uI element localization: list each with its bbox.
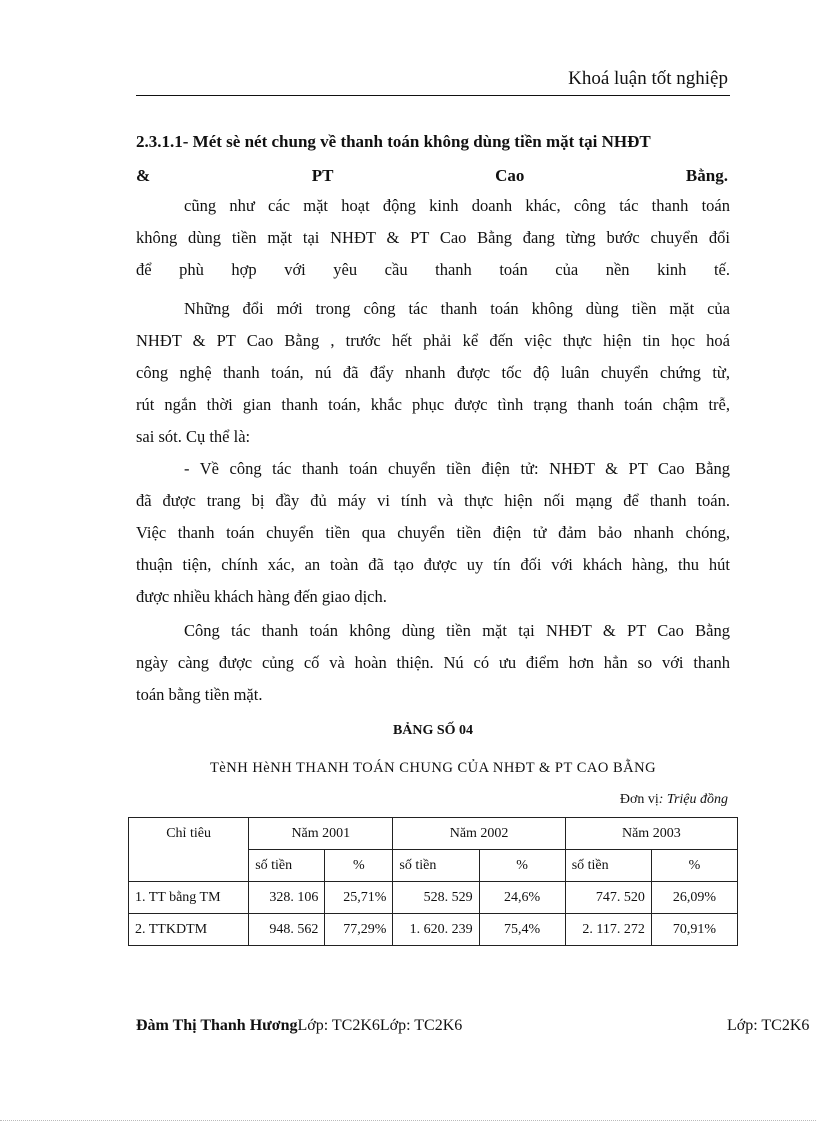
paragraph-2	[136, 293, 730, 453]
section-heading	[136, 125, 730, 193]
paragraph-line: để phù hợp với yêu cầu thanh toán của nền kinh tế.	[136, 260, 730, 279]
paragraph-line: - Về công tác thanh toán chuyển tiền điện tử: NHĐT & PT Cao Bằng	[184, 459, 730, 478]
table-header-cell: Năm 2001	[249, 818, 393, 850]
paragraph-line: NHĐT & PT Cao Bằng , trước hết phải kể đến việc thực hiện tin học hoá	[136, 331, 730, 350]
table-header-cell: số tiền	[393, 850, 479, 882]
footer-class-right: Lớp: TC2K6	[727, 1017, 810, 1034]
table-row	[129, 914, 738, 946]
table-header-cell: Năm 2002	[393, 818, 565, 850]
table-header-cell: Chỉ tiêu	[129, 818, 249, 882]
author-name: Đàm Thị Thanh Hương	[136, 1017, 298, 1034]
table-cell: 948. 562	[249, 914, 325, 946]
table-title: TèNH HèNH THANH TOÁN CHUNG CỦA NHĐT & PT CAO BẰNG	[209, 760, 657, 776]
heading-word: PT	[311, 166, 334, 185]
paragraph-4	[136, 615, 730, 711]
header-rule	[136, 95, 730, 96]
author-class: Lớp: TC2K6Lớp: TC2K6	[297, 1017, 463, 1034]
table-cell: 328. 106	[249, 882, 325, 914]
paragraph-line: không dùng tiền mặt tại NHĐT & PT Cao Bằng đang từng bước chuyển đổi	[136, 228, 730, 247]
table-cell: 528. 529	[393, 882, 479, 914]
table-header-cell: %	[479, 850, 565, 882]
unit-value: : Triệu đồng	[658, 792, 728, 807]
table-cell: 747. 520	[565, 882, 651, 914]
page-bottom-divider	[0, 1120, 816, 1121]
heading-word: Cao	[495, 166, 525, 185]
table-cell: 2. TTKDTM	[129, 914, 249, 946]
table-cell: 2. 117. 272	[565, 914, 651, 946]
table-header-cell: số tiền	[249, 850, 325, 882]
table-header-cell: %	[325, 850, 393, 882]
table-cell: 24,6%	[479, 882, 565, 914]
footer-author	[136, 1017, 462, 1035]
paragraph-line: đã được trang bị đầy đủ máy vi tính và thực hiện nối mạng để thanh toán.	[136, 491, 730, 510]
table-header-cell: số tiền	[565, 850, 651, 882]
payment-table	[128, 817, 738, 946]
table-cell: 77,29%	[325, 914, 393, 946]
table-header-row	[129, 818, 738, 850]
table-cell: 1. 620. 239	[393, 914, 479, 946]
paragraph-line: thuận tiện, chính xác, an toàn đã tạo được uy tín đối với khách hàng, thu hút	[136, 555, 730, 574]
paragraph-line: ngày càng được củng cố và hoàn thiện. Nú có ưu điểm hơn hẳn so với thanh	[136, 653, 730, 672]
table-unit	[620, 792, 728, 808]
table-header-cell: %	[651, 850, 737, 882]
table-cell: 75,4%	[479, 914, 565, 946]
table-cell: 25,71%	[325, 882, 393, 914]
paragraph-3	[136, 453, 730, 613]
paragraph-line: sai sót. Cụ thể là:	[136, 427, 251, 446]
paragraph-line: được nhiều khách hàng đến giao dịch.	[136, 587, 387, 606]
unit-label: Đơn vị	[619, 792, 659, 807]
paragraph-line: cũng như các mặt hoạt động kinh doanh khác, công tác thanh toán	[184, 196, 730, 215]
heading-word: &	[136, 166, 151, 185]
heading-line-1: 2.3.1.1- Mét sè nét chung về thanh toán không dùng tiền mặt tại NHĐT	[136, 132, 651, 151]
paragraph-line: công nghệ thanh toán, nú đã đẩy nhanh được tốc độ luân chuyển chứng từ,	[136, 363, 730, 382]
table-row	[129, 882, 738, 914]
heading-line-2	[136, 159, 730, 193]
heading-word: Bằng.	[685, 166, 728, 185]
table-caption: BẢNG SỐ 04	[392, 723, 474, 738]
header-title: Khoá luận tốt nghiệp	[568, 68, 728, 89]
paragraph-line: Công tác thanh toán không dùng tiền mặt tại NHĐT & PT Cao Bằng	[184, 621, 730, 640]
paragraph-1	[136, 190, 730, 286]
paragraph-line: Việc thanh toán chuyển tiền qua chuyển tiền điện tử đảm bảo nhanh chóng,	[136, 523, 730, 542]
table-cell: 1. TT bằng TM	[129, 882, 249, 914]
table-header-cell: Năm 2003	[565, 818, 737, 850]
paragraph-line: toán bằng tiền mặt.	[136, 685, 263, 704]
table-cell: 26,09%	[651, 882, 737, 914]
paragraph-line: rút ngắn thời gian thanh toán, khắc phục được tình trạng thanh toán chậm trễ,	[136, 395, 730, 414]
paragraph-line: Những đổi mới trong công tác thanh toán không dùng tiền mặt của	[184, 299, 730, 318]
table-cell: 70,91%	[651, 914, 737, 946]
